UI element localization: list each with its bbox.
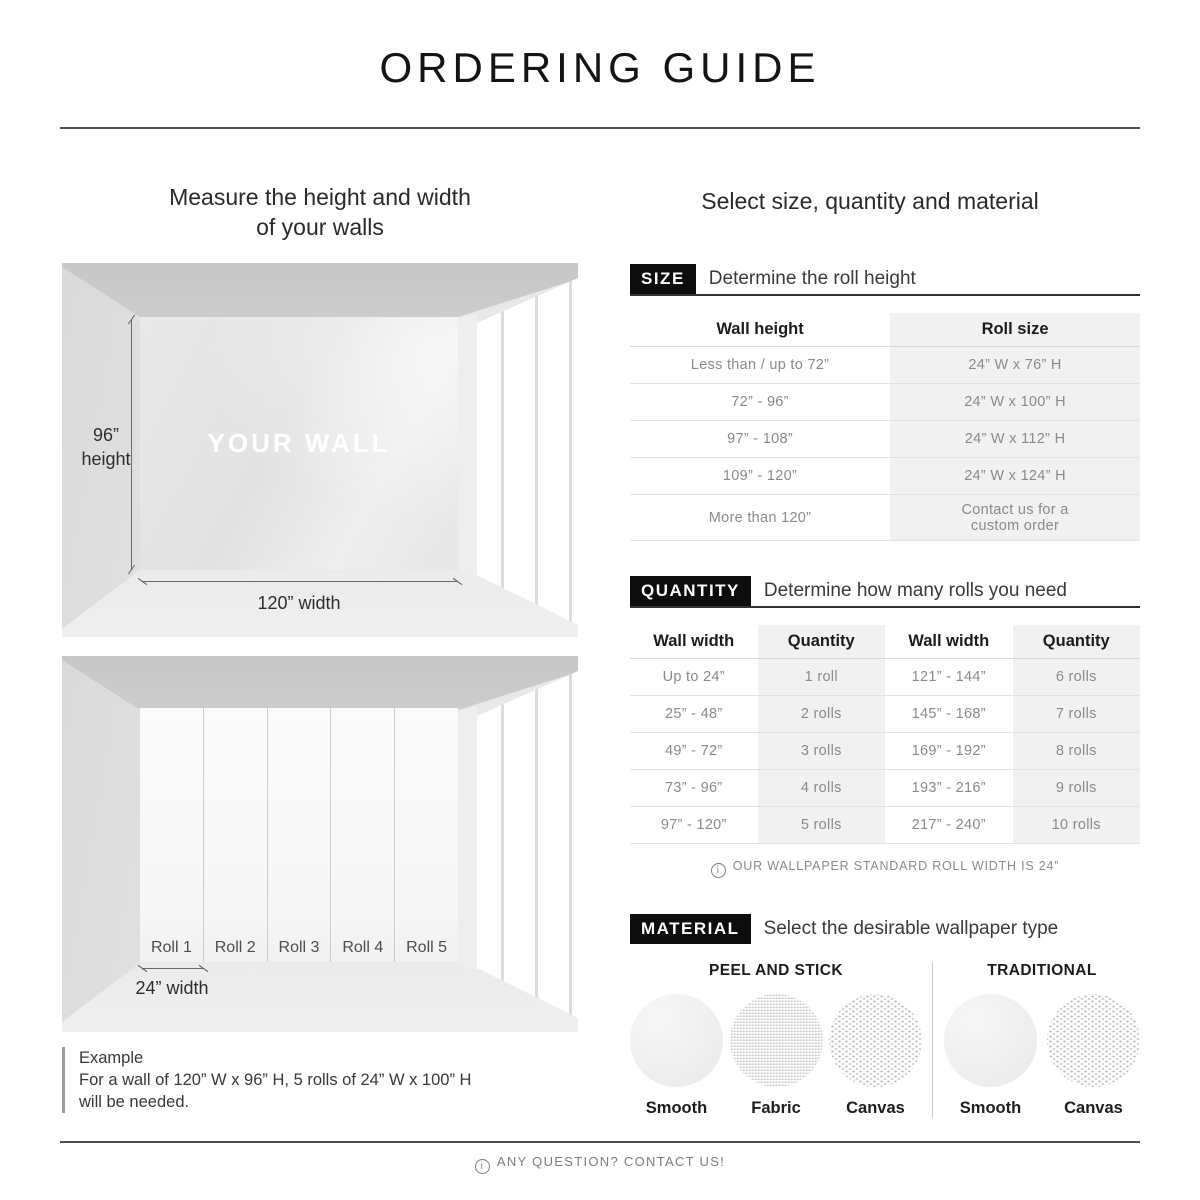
swatch-label: Canvas	[846, 1099, 905, 1117]
your-wall	[140, 317, 458, 570]
wall-width-cell: 97” - 120”	[660, 817, 727, 833]
wall-width-cell: 121” - 144”	[911, 669, 986, 685]
wall-height-label	[65, 423, 147, 471]
example-line1: For a wall of 120” W x 96” H, 5 rolls of 24” W x 100” H	[79, 1071, 472, 1089]
wall-width-cell: 193” - 216”	[911, 780, 986, 796]
col-quantity: Quantity	[758, 625, 886, 658]
quantity-badge: QUANTITY	[630, 576, 751, 606]
roll-label: Roll 2	[214, 939, 256, 956]
swatch-label: Smooth	[645, 1099, 708, 1117]
roll-size-cell: 24” W x 124” H	[890, 458, 1140, 494]
quantity-section-header	[630, 576, 1140, 608]
swatch-label: Canvas	[1064, 1099, 1123, 1117]
size-section	[630, 264, 1140, 541]
quantity-table-row	[630, 733, 1140, 770]
size-section-header	[630, 264, 1140, 296]
quantity-cell: 4 rolls	[758, 770, 886, 806]
quantity-cell: 5 rolls	[758, 807, 886, 843]
swatch-label: Smooth	[959, 1099, 1022, 1117]
wall-width-cell: 49” - 72”	[665, 743, 723, 759]
material-group-traditional	[944, 962, 1140, 1118]
roll-size-cell: 24” W x 112” H	[890, 421, 1140, 457]
swatch-smooth	[944, 994, 1037, 1118]
quantity-cell: 2 rolls	[758, 696, 886, 732]
smooth-texture-icon	[630, 994, 723, 1087]
material-group-peel-and-stick	[630, 962, 922, 1118]
roll-size-cell: 24” W x 100” H	[890, 384, 1140, 420]
fabric-texture-icon	[730, 994, 823, 1087]
roll-label: Roll 1	[150, 939, 192, 956]
material-section-header	[630, 914, 1140, 944]
roll-panel	[331, 708, 395, 962]
room-illustration-rolls	[62, 656, 578, 1032]
col-quantity: Quantity	[1013, 625, 1141, 658]
swatch-smooth	[630, 994, 723, 1118]
wall-width-cell: 73” - 96”	[665, 780, 723, 796]
header-divider	[60, 127, 1140, 129]
quantity-subtitle: Determine how many rolls you need	[763, 580, 1067, 601]
roll-width-label: 24” width	[135, 978, 209, 998]
size-badge: SIZE	[630, 264, 696, 294]
wall-height-cell: More than 120”	[708, 509, 812, 526]
size-table-row	[630, 384, 1140, 421]
material-groups	[630, 962, 1140, 1118]
size-subtitle: Determine the roll height	[708, 268, 916, 289]
smooth-texture-icon	[944, 994, 1037, 1087]
roll-panel	[395, 708, 458, 962]
quantity-cell: 3 rolls	[758, 733, 886, 769]
quantity-cell: 7 rolls	[1013, 696, 1141, 732]
wall-height-value: 96”	[92, 425, 119, 445]
roll-width-note	[630, 859, 1140, 878]
left-heading-line2: of your walls	[256, 214, 384, 240]
material-group-divider	[932, 962, 933, 1118]
quantity-table-row	[630, 770, 1140, 807]
footer-note	[0, 1154, 1200, 1174]
quantity-table-row	[630, 807, 1140, 844]
quantity-cell: 10 rolls	[1013, 807, 1141, 843]
size-table	[630, 313, 1140, 541]
material-group-name: PEEL AND STICK	[709, 962, 843, 979]
wall-height-word: height	[81, 449, 131, 469]
col-wall-width: Wall width	[908, 632, 990, 650]
width-dimension-line	[142, 581, 458, 582]
size-table-row	[630, 458, 1140, 495]
example-block	[62, 1047, 567, 1113]
roll-label: Roll 4	[342, 939, 384, 956]
quantity-section	[630, 576, 1140, 878]
wall-width-label: 120” width	[257, 593, 341, 613]
swatch-row	[630, 994, 922, 1118]
material-badge: MATERIAL	[630, 914, 751, 944]
roll-size-cell: Contact us for a custom order	[890, 495, 1140, 540]
right-column-heading: Select size, quantity and material	[701, 188, 1039, 214]
roll-width-note-text: OUR WALLPAPER STANDARD ROLL WIDTH IS 24”	[732, 859, 1060, 873]
wall-height-cell: 109” - 120”	[722, 468, 798, 484]
quantity-cell: 8 rolls	[1013, 733, 1141, 769]
wall-width-cell: 145” - 168”	[911, 706, 986, 722]
wall-width-cell: 169” - 192”	[911, 743, 986, 759]
size-table-row	[630, 421, 1140, 458]
wall-width-cell: Up to 24”	[662, 669, 725, 685]
wall-width-cell: 25” - 48”	[665, 706, 723, 722]
swatch-canvas	[1047, 994, 1140, 1118]
page-title: ORDERING GUIDE	[379, 44, 821, 91]
canvas-texture-icon	[1047, 994, 1140, 1087]
info-icon	[475, 1159, 490, 1174]
roll-width-dimension-line	[142, 968, 204, 969]
material-group-name: TRADITIONAL	[987, 962, 1097, 979]
left-column-heading	[60, 182, 580, 242]
roll-panel	[140, 708, 204, 962]
canvas-texture-icon	[829, 994, 922, 1087]
roll-label: Roll 5	[406, 939, 448, 956]
footer-note-text: ANY QUESTION? CONTACT US!	[496, 1154, 726, 1169]
roll-label: Roll 3	[278, 939, 320, 956]
quantity-table-header	[630, 625, 1140, 659]
quantity-table	[630, 625, 1140, 844]
size-table-row	[630, 495, 1140, 541]
wall-width-cell: 217” - 240”	[911, 817, 986, 833]
footer-divider	[60, 1141, 1140, 1143]
roll-size-cell: 24” W x 76” H	[890, 347, 1140, 383]
material-subtitle: Select the desirable wallpaper type	[763, 918, 1059, 939]
left-heading-line1: Measure the height and width	[169, 184, 471, 210]
info-icon	[711, 863, 726, 878]
example-line2: will be needed.	[79, 1093, 190, 1111]
swatch-row	[944, 994, 1140, 1118]
material-section	[630, 914, 1140, 1118]
size-table-row	[630, 347, 1140, 384]
roll-panel	[268, 708, 332, 962]
quantity-table-row	[630, 659, 1140, 696]
swatch-fabric	[730, 994, 823, 1118]
quantity-cell: 9 rolls	[1013, 770, 1141, 806]
room-illustration-measure	[62, 263, 578, 637]
size-table-header	[630, 313, 1140, 347]
quantity-cell: 6 rolls	[1013, 659, 1141, 695]
wall-height-cell: Less than / up to 72”	[690, 357, 830, 373]
swatch-label: Fabric	[751, 1099, 801, 1117]
quantity-cell: 1 roll	[758, 659, 886, 695]
roll-panel	[204, 708, 268, 962]
col-roll-size: Roll size	[890, 313, 1140, 346]
wallpaper-roll-panels	[140, 708, 458, 962]
quantity-table-row	[630, 696, 1140, 733]
your-wall-label: YOUR WALL	[207, 427, 391, 458]
wall-height-cell: 72” - 96”	[731, 394, 789, 410]
swatch-canvas	[829, 994, 922, 1118]
wall-height-cell: 97” - 108”	[727, 431, 793, 447]
col-wall-width: Wall width	[653, 632, 735, 650]
col-wall-height: Wall height	[716, 320, 804, 338]
example-title: Example	[79, 1049, 144, 1067]
